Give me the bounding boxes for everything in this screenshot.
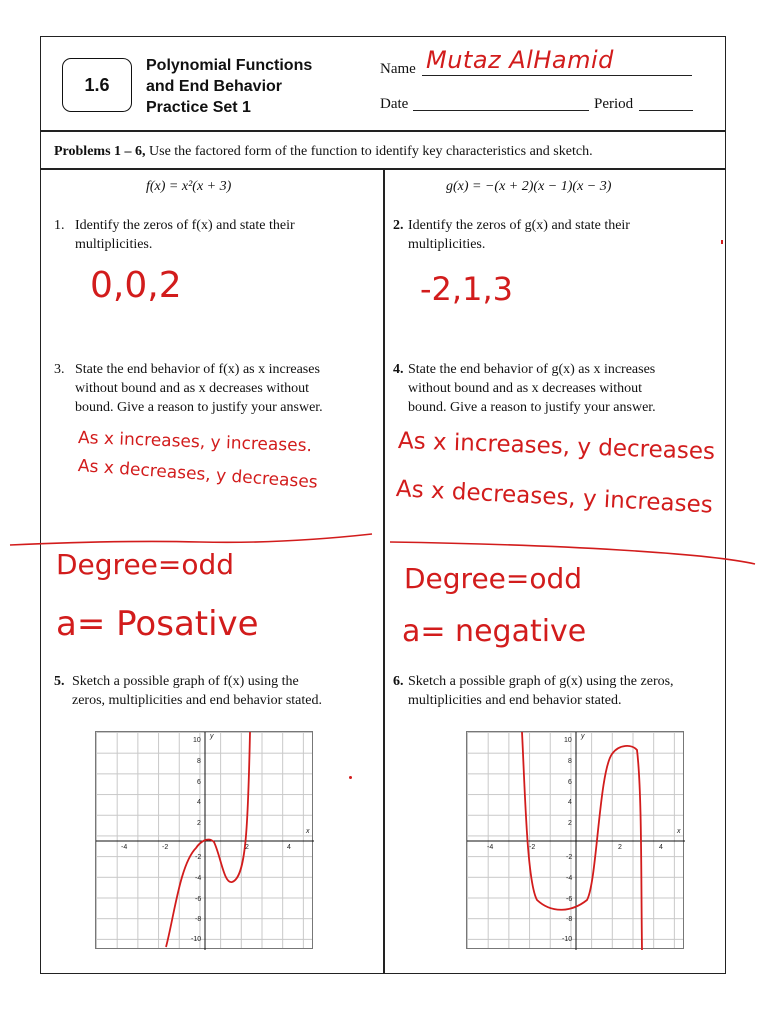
instructions	[54, 142, 593, 161]
graph-f-ytick: 2	[197, 820, 201, 827]
graph-g-axes	[467, 732, 685, 950]
answer-1: 0,0,2	[90, 265, 182, 306]
header-divider	[40, 130, 726, 132]
function-f: f(x) = x²(x + 3)	[146, 179, 232, 194]
answer-4-line-1: As x increases, y decreases	[397, 428, 716, 466]
q6-line-2: multiplicities and end behavior stated.	[408, 693, 622, 708]
q2-text	[408, 216, 718, 254]
q1-line-2: multiplicities.	[75, 237, 153, 252]
graph-g-ytick: -6	[566, 896, 573, 903]
name-label: Name	[380, 61, 416, 77]
problems-range: Problems 1 – 6,	[54, 144, 146, 159]
pen-mark	[721, 240, 723, 244]
instructions-text: Use the factored form of the function to identify key characteristics and sketch.	[149, 144, 593, 159]
q6-number: 6.	[393, 674, 404, 689]
worksheet-title	[146, 55, 312, 118]
graph-f-xtick: -4	[121, 844, 128, 851]
q2-line-1: Identify the zeros of g(x) and state their	[408, 218, 630, 233]
title-line-2: and End Behavior	[146, 78, 283, 95]
q4-line-1: State the end behavior of g(x) as x increases	[408, 362, 656, 377]
period-field[interactable]	[639, 110, 693, 111]
q3-text	[75, 360, 375, 417]
date-field[interactable]	[413, 110, 589, 111]
q4-line-2: without bound and as x decreases without	[408, 381, 643, 396]
graph-g-xtick: -2	[529, 844, 536, 851]
graph-g-ytick: 4	[568, 799, 572, 806]
graph-g-ytick: 8	[568, 758, 572, 765]
right-leading-coefficient: a= negative	[402, 614, 587, 649]
q5-number: 5.	[54, 674, 65, 689]
q3-number: 3.	[54, 362, 65, 377]
q5-line-2: zeros, multiplicities and end behavior stated.	[72, 693, 322, 708]
title-line-1: Polynomial Functions	[146, 57, 313, 74]
graph-f-ytick: 8	[197, 758, 201, 765]
q6-line-1: Sketch a possible graph of g(x) using the zeros,	[408, 674, 674, 689]
left-degree: Degree=odd	[56, 548, 235, 581]
graph-g-ytick: 6	[568, 779, 572, 786]
graph-f-y-label: y	[210, 733, 214, 740]
q2-line-2: multiplicities.	[408, 237, 486, 252]
graph-f[interactable]	[95, 731, 313, 949]
lesson-number-box	[62, 58, 132, 112]
graph-f-ytick: -10	[191, 936, 202, 943]
q3-line-3: bound. Give a reason to justify your answer.	[75, 400, 323, 415]
graph-f-ytick: -4	[195, 875, 202, 882]
q1-text	[75, 216, 375, 254]
graph-g-ytick: 10	[564, 737, 572, 744]
q2-number: 2.	[393, 218, 404, 233]
q1-number: 1.	[54, 218, 65, 233]
graph-g-ytick: 2	[568, 820, 572, 827]
graph-g-xtick: 2	[618, 844, 622, 851]
title-line-3: Practice Set 1	[146, 99, 251, 116]
name-handwritten: Mutaz AlHamid	[426, 46, 614, 74]
name-field[interactable]	[422, 75, 692, 76]
graph-g-y-label: y	[581, 733, 585, 740]
graph-g-ytick: -10	[562, 936, 573, 943]
graph-f-ytick: -6	[195, 896, 202, 903]
graph-f-xtick: 2	[245, 844, 249, 851]
q4-line-3: bound. Give a reason to justify your answer.	[408, 400, 656, 415]
q3-line-2: without bound and as x decreases without	[75, 381, 310, 396]
question-1	[54, 216, 65, 235]
q1-line-1: Identify the zeros of f(x) and state their	[75, 218, 295, 233]
graph-g-ytick: -2	[566, 854, 573, 861]
q4-text	[408, 360, 718, 417]
graph-f-x-label: x	[306, 828, 310, 835]
graph-f-ytick: 10	[193, 737, 201, 744]
pen-mark	[349, 776, 352, 779]
q5-line-1: Sketch a possible graph of f(x) using the	[72, 674, 299, 689]
graph-f-ytick: -8	[195, 916, 202, 923]
graph-f-axes	[96, 732, 314, 950]
graph-f-ytick: -2	[195, 854, 202, 861]
date-label: Date	[380, 96, 409, 112]
graph-g-ytick: -8	[566, 916, 573, 923]
left-leading-coefficient: a= Posative	[56, 604, 259, 644]
graph-g-xtick: -4	[487, 844, 494, 851]
right-degree: Degree=odd	[404, 562, 583, 595]
graph-f-xtick: -2	[162, 844, 169, 851]
graph-g-ytick: -4	[566, 875, 573, 882]
function-g: g(x) = −(x + 2)(x − 1)(x − 3)	[446, 179, 612, 194]
lesson-number: 1.6	[84, 74, 110, 95]
answer-3-line-2: As x decreases, y decreases	[77, 456, 319, 493]
answer-2: -2,1,3	[420, 270, 513, 308]
answer-3-line-1: As x increases, y increases.	[77, 428, 313, 457]
period-label: Period	[594, 96, 634, 112]
q5-text	[72, 672, 378, 710]
graph-g-xtick: 4	[659, 844, 663, 851]
graph-f-ytick: 4	[197, 799, 201, 806]
q4-number: 4.	[393, 362, 404, 377]
q3-line-1: State the end behavior of f(x) as x increases	[75, 362, 320, 377]
graph-f-ytick: 6	[197, 779, 201, 786]
graph-g[interactable]	[466, 731, 684, 949]
graph-g-x-label: x	[677, 828, 681, 835]
q6-text	[408, 672, 718, 710]
graph-f-xtick: 4	[287, 844, 291, 851]
answer-4-line-2: As x decreases, y increases	[395, 476, 714, 519]
